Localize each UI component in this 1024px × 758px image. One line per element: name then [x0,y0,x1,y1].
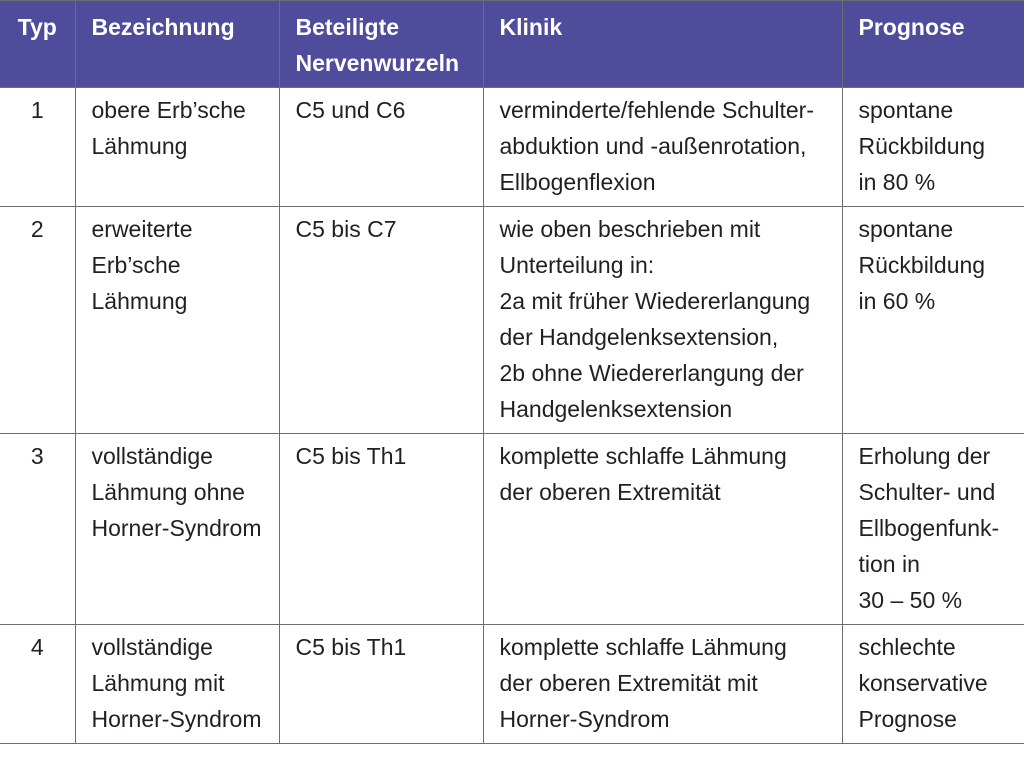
cell-bezeichnung [75,88,279,207]
table-row [0,625,1024,744]
cell-line: abduktion und -außenrotation, [499,133,807,159]
cell-klinik [483,207,842,434]
cell-line: in 80 % [858,169,936,195]
cell-line: 2b ohne Wiedererlangung der [499,360,804,386]
cell-line: obere Erb’sche [91,97,246,123]
cell-line: Rückbildung [858,252,986,278]
cell-line: Unterteilung in: [499,252,655,278]
cell-line: der oberen Extremität mit [499,670,758,696]
cell-line: Horner-Syndrom [91,706,262,732]
cell-prognose [842,625,1024,744]
cell-nervenwurzeln: C5 bis Th1 [279,434,483,625]
cell-typ: 2 [0,207,75,434]
cell-line: der Handgelenksextension, [499,324,779,350]
cell-line: Horner-Syndrom [91,515,262,541]
cell-line: Handgelenksextension [499,396,733,422]
cell-line: konservative [858,670,988,696]
cell-line: spontane [858,97,954,123]
cell-line: tion in [858,551,920,577]
cell-line: Ellbogenfunk- [858,515,1000,541]
cell-line: komplette schlaffe Lähmung [499,443,787,469]
cell-line: spontane [858,216,954,242]
cell-typ: 3 [0,434,75,625]
header-nervenwurzeln [279,1,483,88]
cell-line: in 60 % [858,288,936,314]
header-typ: Typ [0,1,75,88]
cell-line: Erholung der [858,443,991,469]
cell-line: Horner-Syndrom [499,706,670,732]
cell-line: verminderte/fehlende Schulter- [499,97,814,123]
cell-line: der oberen Extremität [499,479,721,505]
table-row [0,88,1024,207]
table-row [0,434,1024,625]
cell-klinik [483,88,842,207]
cell-line: Lähmung mit [91,670,225,696]
cell-prognose [842,88,1024,207]
cell-line: erweiterte [91,216,193,242]
header-prognose: Prognose [842,1,1024,88]
header-klinik: Klinik [483,1,842,88]
cell-line: vollständige [91,634,213,660]
cell-line: Rückbildung [858,133,986,159]
cell-line: Lähmung [91,133,188,159]
cell-bezeichnung [75,625,279,744]
cell-nervenwurzeln: C5 bis C7 [279,207,483,434]
cell-line: Lähmung [91,288,188,314]
cell-bezeichnung [75,207,279,434]
cell-line: schlechte [858,634,956,660]
cell-klinik [483,434,842,625]
cell-bezeichnung [75,434,279,625]
cell-line: wie oben beschrieben mit [499,216,761,242]
cell-nervenwurzeln: C5 bis Th1 [279,625,483,744]
cell-line: Erb’sche [91,252,181,278]
cell-line: Ellbogenflexion [499,169,656,195]
header-bezeichnung: Bezeichnung [75,1,279,88]
cell-line: komplette schlaffe Lähmung [499,634,787,660]
cell-line: 30 – 50 % [858,587,963,613]
cell-line: Prognose [858,706,957,732]
header-nervenwurzeln-line: Beteiligte [295,14,400,40]
cell-nervenwurzeln: C5 und C6 [279,88,483,207]
table-header-row [0,1,1024,88]
cell-line: 2a mit früher Wiedererlangung [499,288,811,314]
table-row [0,207,1024,434]
cell-prognose [842,434,1024,625]
cell-line: Schulter- und [858,479,996,505]
header-nervenwurzeln-line: Nervenwurzeln [295,50,460,76]
cell-line: vollständige [91,443,213,469]
cell-line: Lähmung ohne [91,479,245,505]
cell-typ: 4 [0,625,75,744]
cell-prognose [842,207,1024,434]
cell-klinik [483,625,842,744]
cell-typ: 1 [0,88,75,207]
